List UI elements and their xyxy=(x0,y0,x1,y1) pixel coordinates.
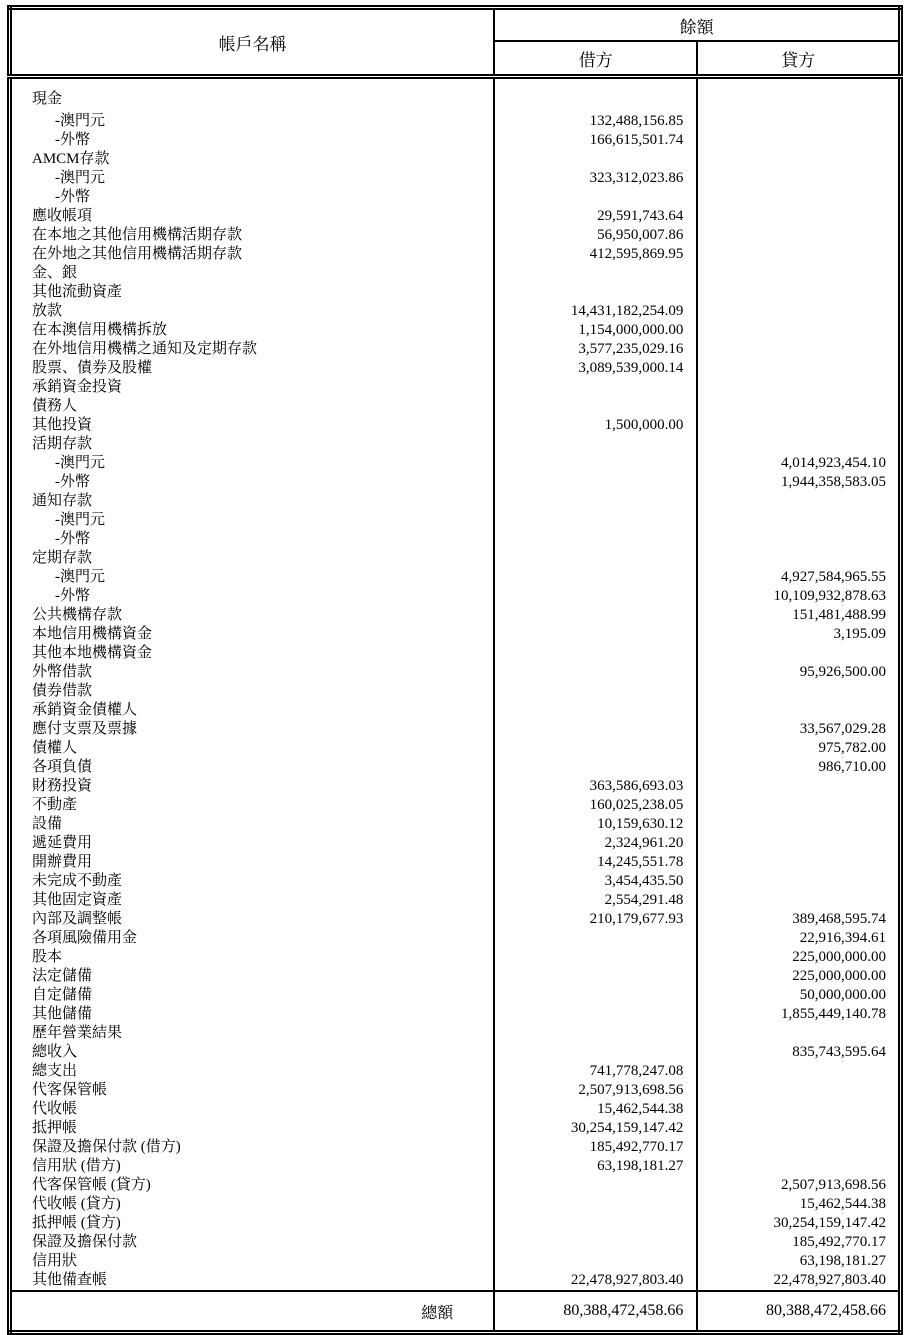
credit-value-cell: 10,109,932,878.63 xyxy=(773,588,886,604)
debit-value-cell xyxy=(494,587,697,606)
table-row xyxy=(10,340,901,359)
account-name-cell: -外幣 xyxy=(10,473,495,492)
credit-value-cell xyxy=(697,1119,900,1138)
debit-value-cell: 323,312,023.86 xyxy=(494,169,697,188)
debit-value-cell: 15,462,544.38 xyxy=(494,1100,697,1119)
table-row xyxy=(10,207,901,226)
debit-value-cell: 3,454,435.50 xyxy=(494,872,697,891)
debit-value-cell xyxy=(494,435,697,454)
credit-value-cell xyxy=(697,283,900,302)
account-name-cell: 內部及調整帳 xyxy=(10,910,495,929)
account-name-cell: 在本地之其他信用機構活期存款 xyxy=(10,226,495,245)
debit-value-cell: 14,245,551.78 xyxy=(494,853,697,872)
table-row xyxy=(10,150,901,169)
credit-value-cell xyxy=(697,435,900,454)
debit-value-cell xyxy=(494,77,697,113)
credit-value-cell: 2,507,913,698.56 xyxy=(781,1177,886,1193)
debit-value-cell xyxy=(494,929,697,948)
credit-value-cell xyxy=(697,872,900,891)
account-name-cell: 在外地之其他信用機構活期存款 xyxy=(10,245,495,264)
table-row xyxy=(10,131,901,150)
account-name-cell: 代客保管帳 xyxy=(10,1081,495,1100)
table-row xyxy=(10,663,901,682)
account-name-cell: 財務投資 xyxy=(10,777,495,796)
table-row xyxy=(10,1100,901,1119)
debit-value-cell xyxy=(494,283,697,302)
table-row xyxy=(10,568,901,587)
account-name-cell: 應收帳項 xyxy=(10,207,495,226)
account-name-cell: 未完成不動產 xyxy=(10,872,495,891)
table-row xyxy=(10,378,901,397)
table-row xyxy=(10,359,901,378)
account-name-cell: 代收帳 (貸方) xyxy=(10,1195,495,1214)
debit-value-cell: 56,950,007.86 xyxy=(494,226,697,245)
debit-value-cell xyxy=(494,1005,697,1024)
debit-value-cell: 3,089,539,000.14 xyxy=(494,359,697,378)
account-name-cell: 其他備查帳 xyxy=(10,1271,495,1291)
debit-value-cell xyxy=(494,1252,697,1271)
account-name-cell: 其他本地機構資金 xyxy=(10,644,495,663)
credit-value-cell: 225,000,000.00 xyxy=(792,949,886,965)
table-row xyxy=(10,625,901,644)
credit-value-cell xyxy=(697,188,900,207)
table-row xyxy=(10,758,901,777)
account-name-cell: 歷年營業結果 xyxy=(10,1024,495,1043)
credit-value-cell xyxy=(697,644,900,663)
account-name-cell: 活期存款 xyxy=(10,435,495,454)
total-row xyxy=(10,1291,901,1333)
account-name-cell: 設備 xyxy=(10,815,495,834)
table-row xyxy=(10,948,901,967)
credit-value-cell: 1,855,449,140.78 xyxy=(781,1006,886,1022)
debit-value-cell: 363,586,693.03 xyxy=(494,777,697,796)
debit-value-cell xyxy=(494,625,697,644)
table-row xyxy=(10,530,901,549)
credit-value-cell xyxy=(697,226,900,245)
account-name-cell: -澳門元 xyxy=(10,511,495,530)
credit-value-cell xyxy=(697,245,900,264)
table-row xyxy=(10,264,901,283)
table-row xyxy=(10,853,901,872)
table-row xyxy=(10,473,901,492)
account-name-cell: 其他投資 xyxy=(10,416,495,435)
account-name-cell: 債務人 xyxy=(10,397,495,416)
credit-value-cell xyxy=(697,530,900,549)
credit-value-cell xyxy=(697,359,900,378)
credit-value-cell xyxy=(697,169,900,188)
table-header xyxy=(10,8,901,77)
debit-value-cell xyxy=(494,568,697,587)
debit-value-cell: 14,431,182,254.09 xyxy=(494,302,697,321)
debit-value-cell: 412,595,869.95 xyxy=(494,245,697,264)
table-row xyxy=(10,910,901,929)
credit-value-cell: 389,468,595.74 xyxy=(792,911,886,927)
table-row xyxy=(10,1214,901,1233)
account-name-cell: 保證及擔保付款 (借方) xyxy=(10,1138,495,1157)
credit-value-cell xyxy=(697,1157,900,1176)
column-header-credit: 貸方 xyxy=(697,41,900,77)
debit-value-cell: 2,324,961.20 xyxy=(494,834,697,853)
credit-value-cell xyxy=(697,378,900,397)
trial-balance-document xyxy=(7,5,903,1335)
account-name-cell: 法定儲備 xyxy=(10,967,495,986)
account-name-cell: 遞延費用 xyxy=(10,834,495,853)
debit-value-cell xyxy=(494,644,697,663)
account-name-cell: AMCM存款 xyxy=(10,150,495,169)
debit-value-cell xyxy=(494,188,697,207)
table-row xyxy=(10,739,901,758)
account-name-cell: 各項負債 xyxy=(10,758,495,777)
account-name-cell: -澳門元 xyxy=(10,454,495,473)
account-name-cell: -澳門元 xyxy=(10,112,495,131)
account-name-cell: 承銷資金投資 xyxy=(10,378,495,397)
table-row xyxy=(10,872,901,891)
debit-value-cell xyxy=(494,378,697,397)
credit-value-cell xyxy=(697,340,900,359)
table-row xyxy=(10,416,901,435)
credit-value-cell xyxy=(697,416,900,435)
account-name-cell: 債券借款 xyxy=(10,682,495,701)
account-name-cell: 金、銀 xyxy=(10,264,495,283)
table-row xyxy=(10,549,901,568)
debit-value-cell xyxy=(494,967,697,986)
credit-value-cell xyxy=(697,77,900,113)
credit-value-cell xyxy=(697,1081,900,1100)
credit-value-cell: 4,014,923,454.10 xyxy=(781,455,886,471)
table-row xyxy=(10,967,901,986)
credit-value-cell xyxy=(697,1100,900,1119)
credit-value-cell: 986,710.00 xyxy=(818,759,886,775)
table-row xyxy=(10,1252,901,1271)
table-row xyxy=(10,891,901,910)
total-credit-value: 80,388,472,458.66 xyxy=(697,1291,900,1333)
account-name-cell: 抵押帳 xyxy=(10,1119,495,1138)
debit-value-cell: 2,554,291.48 xyxy=(494,891,697,910)
debit-value-cell xyxy=(494,549,697,568)
account-name-cell: 通知存款 xyxy=(10,492,495,511)
table-row xyxy=(10,1005,901,1024)
account-name-cell: 股票、債券及股權 xyxy=(10,359,495,378)
account-name-cell: 不動產 xyxy=(10,796,495,815)
debit-value-cell: 2,507,913,698.56 xyxy=(494,1081,697,1100)
account-name-cell: 定期存款 xyxy=(10,549,495,568)
debit-value-cell xyxy=(494,492,697,511)
account-name-cell: 在本澳信用機構拆放 xyxy=(10,321,495,340)
account-name-cell: 在外地信用機構之通知及定期存款 xyxy=(10,340,495,359)
credit-value-cell xyxy=(697,302,900,321)
debit-value-cell xyxy=(494,397,697,416)
credit-value-cell xyxy=(697,321,900,340)
debit-value-cell xyxy=(494,511,697,530)
debit-value-cell xyxy=(494,948,697,967)
table-row xyxy=(10,929,901,948)
debit-value-cell xyxy=(494,1043,697,1062)
table-row xyxy=(10,435,901,454)
table-row xyxy=(10,283,901,302)
account-name-cell: 開辦費用 xyxy=(10,853,495,872)
account-name-cell: 現金 xyxy=(10,77,495,113)
account-name-cell: 各項風險備用金 xyxy=(10,929,495,948)
credit-value-cell xyxy=(697,264,900,283)
debit-value-cell xyxy=(494,530,697,549)
credit-value-cell: 22,478,927,803.40 xyxy=(773,1272,886,1288)
credit-value-cell xyxy=(697,834,900,853)
debit-value-cell xyxy=(494,1214,697,1233)
debit-value-cell xyxy=(494,473,697,492)
table-row xyxy=(10,1062,901,1081)
debit-value-cell: 30,254,159,147.42 xyxy=(494,1119,697,1138)
credit-value-cell xyxy=(697,701,900,720)
debit-value-cell xyxy=(494,986,697,1005)
debit-value-cell xyxy=(494,150,697,169)
account-name-cell: 應付支票及票據 xyxy=(10,720,495,739)
credit-value-cell xyxy=(697,682,900,701)
credit-value-cell xyxy=(697,853,900,872)
debit-value-cell xyxy=(494,606,697,625)
table-row xyxy=(10,112,901,131)
debit-value-cell xyxy=(494,264,697,283)
account-name-cell: 總支出 xyxy=(10,1062,495,1081)
debit-value-cell xyxy=(494,1195,697,1214)
table-row xyxy=(10,986,901,1005)
debit-value-cell: 63,198,181.27 xyxy=(494,1157,697,1176)
table-body xyxy=(10,77,901,1292)
debit-value-cell: 22,478,927,803.40 xyxy=(494,1271,697,1291)
table-row xyxy=(10,1138,901,1157)
account-name-cell: -外幣 xyxy=(10,530,495,549)
debit-value-cell xyxy=(494,1233,697,1252)
credit-value-cell xyxy=(697,1138,900,1157)
table-row xyxy=(10,777,901,796)
table-row xyxy=(10,169,901,188)
debit-value-cell: 1,154,000,000.00 xyxy=(494,321,697,340)
table-row xyxy=(10,511,901,530)
table-row xyxy=(10,606,901,625)
debit-value-cell: 160,025,238.05 xyxy=(494,796,697,815)
debit-value-cell xyxy=(494,454,697,473)
account-name-cell: 本地信用機構資金 xyxy=(10,625,495,644)
credit-value-cell xyxy=(697,150,900,169)
account-name-cell: 外幣借款 xyxy=(10,663,495,682)
account-name-cell: 代收帳 xyxy=(10,1100,495,1119)
credit-value-cell xyxy=(697,207,900,226)
table-row xyxy=(10,1024,901,1043)
credit-value-cell xyxy=(697,397,900,416)
credit-value-cell: 1,944,358,583.05 xyxy=(781,474,886,490)
credit-value-cell xyxy=(697,131,900,150)
account-name-cell: 代客保管帳 (貸方) xyxy=(10,1176,495,1195)
account-name-cell: -外幣 xyxy=(10,587,495,606)
credit-value-cell: 3,195.09 xyxy=(833,626,886,642)
account-name-cell: 股本 xyxy=(10,948,495,967)
credit-value-cell xyxy=(697,492,900,511)
debit-value-cell xyxy=(494,663,697,682)
table-row xyxy=(10,454,901,473)
table-row xyxy=(10,1157,901,1176)
table-row xyxy=(10,796,901,815)
table-footer xyxy=(10,1291,901,1333)
credit-value-cell: 33,567,029.28 xyxy=(799,721,886,737)
credit-value-cell xyxy=(697,777,900,796)
credit-value-cell xyxy=(697,815,900,834)
debit-value-cell: 210,179,677.93 xyxy=(494,910,697,929)
account-name-cell: 承銷資金債權人 xyxy=(10,701,495,720)
credit-value-cell xyxy=(697,796,900,815)
credit-value-cell xyxy=(697,1024,900,1043)
account-name-cell: -外幣 xyxy=(10,188,495,207)
table-row xyxy=(10,492,901,511)
debit-value-cell: 166,615,501.74 xyxy=(494,131,697,150)
credit-value-cell: 4,927,584,965.55 xyxy=(781,569,886,585)
credit-value-cell: 225,000,000.00 xyxy=(792,968,886,984)
account-name-cell: 其他流動資產 xyxy=(10,283,495,302)
debit-value-cell xyxy=(494,720,697,739)
table-row xyxy=(10,587,901,606)
debit-value-cell xyxy=(494,1024,697,1043)
credit-value-cell xyxy=(697,891,900,910)
account-name-cell: -澳門元 xyxy=(10,568,495,587)
table-row xyxy=(10,682,901,701)
table-row xyxy=(10,188,901,207)
table-row xyxy=(10,1176,901,1195)
table-row xyxy=(10,701,901,720)
credit-value-cell: 975,782.00 xyxy=(818,740,886,756)
table-row xyxy=(10,397,901,416)
debit-value-cell: 29,591,743.64 xyxy=(494,207,697,226)
credit-value-cell xyxy=(697,1062,900,1081)
debit-value-cell: 3,577,235,029.16 xyxy=(494,340,697,359)
credit-value-cell: 30,254,159,147.42 xyxy=(773,1215,886,1231)
table-row xyxy=(10,1195,901,1214)
total-label: 總額 xyxy=(10,1291,495,1333)
account-name-cell: 保證及擔保付款 xyxy=(10,1233,495,1252)
column-header-account-name: 帳戶名稱 xyxy=(10,8,495,77)
debit-value-cell: 1,500,000.00 xyxy=(494,416,697,435)
table-row xyxy=(10,1233,901,1252)
credit-value-cell: 50,000,000.00 xyxy=(799,987,886,1003)
account-name-cell: 公共機構存款 xyxy=(10,606,495,625)
debit-value-cell xyxy=(494,682,697,701)
credit-value-cell: 22,916,394.61 xyxy=(799,930,886,946)
credit-value-cell: 185,492,770.17 xyxy=(792,1234,886,1250)
account-name-cell: 信用狀 (借方) xyxy=(10,1157,495,1176)
debit-value-cell: 10,159,630.12 xyxy=(494,815,697,834)
account-name-cell: 放款 xyxy=(10,302,495,321)
account-name-cell: 總收入 xyxy=(10,1043,495,1062)
table-row xyxy=(10,226,901,245)
credit-value-cell: 15,462,544.38 xyxy=(799,1196,886,1212)
account-name-cell: 信用狀 xyxy=(10,1252,495,1271)
credit-value-cell xyxy=(697,549,900,568)
credit-value-cell: 835,743,595.64 xyxy=(792,1044,886,1060)
table-row xyxy=(10,1043,901,1062)
credit-value-cell: 95,926,500.00 xyxy=(799,664,886,680)
debit-value-cell xyxy=(494,701,697,720)
account-name-cell: -澳門元 xyxy=(10,169,495,188)
total-debit-value: 80,388,472,458.66 xyxy=(494,1291,697,1333)
debit-value-cell xyxy=(494,739,697,758)
table-row xyxy=(10,644,901,663)
table-row xyxy=(10,720,901,739)
table-row xyxy=(10,77,901,113)
table-row xyxy=(10,1081,901,1100)
table-row xyxy=(10,302,901,321)
account-name-cell: 債權人 xyxy=(10,739,495,758)
table-row xyxy=(10,815,901,834)
account-name-cell: 自定儲備 xyxy=(10,986,495,1005)
account-name-cell: 其他儲備 xyxy=(10,1005,495,1024)
trial-balance-table xyxy=(7,5,903,1335)
debit-value-cell xyxy=(494,758,697,777)
table-row xyxy=(10,834,901,853)
debit-value-cell: 741,778,247.08 xyxy=(494,1062,697,1081)
debit-value-cell: 132,488,156.85 xyxy=(494,112,697,131)
credit-value-cell xyxy=(697,511,900,530)
table-row xyxy=(10,245,901,264)
credit-value-cell: 151,481,488.99 xyxy=(792,607,886,623)
table-row xyxy=(10,1119,901,1138)
column-header-balance: 餘額 xyxy=(494,8,900,42)
debit-value-cell: 185,492,770.17 xyxy=(494,1138,697,1157)
account-name-cell: 抵押帳 (貸方) xyxy=(10,1214,495,1233)
account-name-cell: 其他固定資產 xyxy=(10,891,495,910)
table-row xyxy=(10,1271,901,1291)
column-header-debit: 借方 xyxy=(494,41,697,77)
credit-value-cell xyxy=(697,112,900,131)
debit-value-cell xyxy=(494,1176,697,1195)
account-name-cell: -外幣 xyxy=(10,131,495,150)
table-row xyxy=(10,321,901,340)
credit-value-cell: 63,198,181.27 xyxy=(799,1253,886,1269)
